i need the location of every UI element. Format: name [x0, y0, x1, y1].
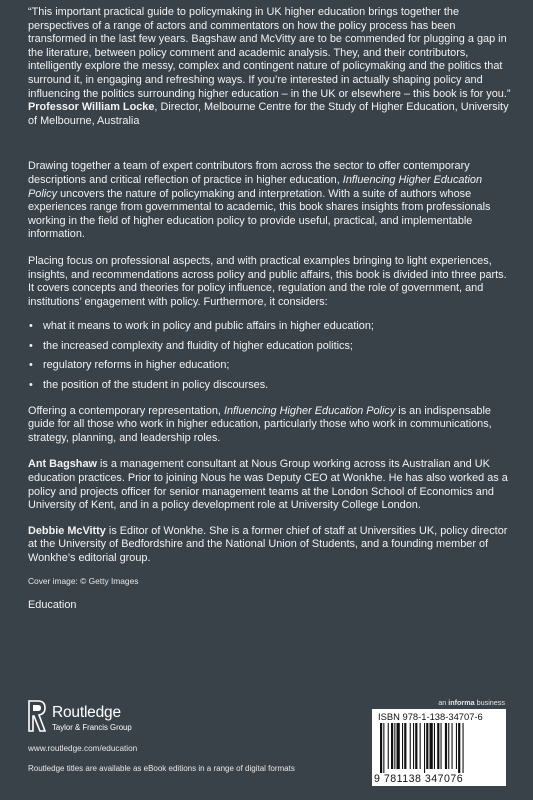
barcode-bar — [383, 723, 384, 773]
list-item — [28, 320, 514, 334]
list-item — [28, 340, 514, 354]
barcode-bar — [410, 723, 411, 769]
publisher-name: Routledge — [52, 704, 121, 721]
list-item-text: the position of the student in policy discourses. — [43, 379, 269, 392]
description — [28, 160, 514, 565]
topics-list — [28, 320, 514, 392]
informa-prefix: an — [438, 698, 449, 707]
quote-affiliation: , Director, Melbourne Centre for the Study of Higher Education, University of Melbourne, Australia — [28, 101, 509, 127]
publisher-logo — [28, 700, 228, 748]
informa-brand: informa — [448, 698, 475, 707]
barcode-bar — [394, 723, 395, 769]
intro-lead: Drawing together a team of expert contributors from across the sector to offer contemporary descriptions and critical reflection of practice in higher education, — [28, 160, 470, 186]
publisher-group: Taylor & Francis Group — [52, 723, 132, 732]
bullet-icon: • — [29, 320, 33, 333]
list-item — [28, 359, 514, 373]
barcode-bar — [463, 723, 464, 773]
quote-author: Professor William Locke — [28, 101, 155, 114]
barcode-bar — [430, 723, 433, 769]
barcode-bar — [380, 723, 382, 773]
barcode-bar — [452, 723, 453, 769]
routledge-logo-icon — [28, 700, 46, 732]
audience-lead: Offering a contemporary representation, — [28, 404, 224, 417]
barcode-icon — [380, 723, 498, 773]
author-name: Ant Bagshaw — [28, 458, 97, 471]
barcode-bar — [424, 723, 425, 773]
isbn-barcode — [372, 709, 506, 786]
barcode-bar — [391, 723, 393, 769]
endorsement-quote — [28, 6, 514, 128]
author-bio-text: is a management consultant at Nous Group working across its Australian and UK education practices. Prior to joining Nous he was Deputy CEO at Wonkhe. He has also worked as a policy and projects officer for senior management teams at the London School of Economics and University of Kent, and in a policy development role at University College London. — [28, 458, 508, 512]
audience-paragraph — [28, 405, 514, 446]
intro-paragraph — [28, 160, 514, 242]
barcode-bar — [404, 723, 406, 769]
barcode-bar — [456, 723, 457, 769]
list-item-text: the increased complexity and fluidity of higher education politics; — [43, 339, 353, 352]
subject-category: Education — [28, 598, 77, 611]
audience-rest: is an indispensable guide for all those who work in higher education, particularly those who work in communications, strategy, planning, and leadership roles. — [28, 404, 492, 444]
cover-image-credit: Cover image: © Getty Images — [28, 575, 139, 586]
barcode-bar — [426, 723, 428, 769]
quote-attribution — [28, 101, 514, 128]
author-name: Debbie McVitty — [28, 524, 106, 537]
barcode-bar — [458, 723, 460, 773]
barcode-bar — [434, 723, 435, 769]
author-bio-text: is Editor of Wonkhe. She is a former chief of staff at Universities UK, policy director at the University of Bedfordshire and the National Union of Students, and a founding member of Wonkhe’s editorial group. — [28, 524, 508, 564]
bullet-icon: • — [29, 379, 33, 392]
isbn-number: ISBN 978-1-138-34707-6 — [378, 711, 483, 722]
author-bio-mcvitty — [28, 525, 514, 566]
barcode-bar — [448, 723, 449, 769]
structure-paragraph: Placing focus on professional aspects, and with practical examples bringing to light experiences, insights, and recommendations across policy and public affairs, this book is divided into three parts. It covers concepts and theories for policy influence, regulation and the role of government, and institutions’ engagement with policy. Furthermore, it considers: — [28, 254, 507, 308]
back-cover-content — [28, 6, 514, 611]
barcode-bar — [397, 723, 400, 769]
barcode-digits: 9 781138 347076 — [374, 773, 464, 785]
informa-business-tag — [438, 698, 505, 707]
informa-suffix: business — [474, 698, 505, 707]
barcode-bar — [388, 723, 389, 769]
intro-book-title: Influencing Higher Education Policy — [28, 173, 483, 200]
barcode-bar — [415, 723, 417, 769]
bullet-icon: • — [29, 359, 33, 372]
author-bio-bagshaw — [28, 458, 514, 512]
barcode-bar — [402, 723, 403, 769]
list-item — [28, 379, 514, 393]
intro-rest: uncovers the nature of policymaking and interpretation. With a suite of authors whose experiences range from governmental to academic, this book shares insights from professionals working in the field of higher education policy to provide useful, practical, and implementable information. — [28, 187, 491, 241]
audience-book-title: Influencing Higher Education Policy — [223, 404, 396, 417]
barcode-bar — [437, 723, 439, 769]
list-item-text: what it means to work in policy and public affairs in higher education; — [43, 320, 374, 333]
barcode-bar — [413, 723, 414, 769]
ebook-note: Routledge titles are available as eBook editions in a range of digital formats — [28, 764, 295, 773]
barcode-bar — [445, 723, 447, 769]
quote-text: “This important practical guide to policymaking in UK higher education brings together the perspectives of a range of actors and commentators on how the policy process has been transformed in the last few years. Bagshaw and McVitty are to be commended for plugging a gap in the literature, between policy comment and academic analysis. They, and their contributors, intelligently explore the messy, complex and contingent nature of policymaking and the politics that surround it, in engaging and refreshing ways. If you’re interested in actually shaping policy and influencing the politics surrounding higher education – in the UK or elsewhere – this book is for you.” — [28, 6, 511, 100]
publisher-url[interactable]: www.routledge.com/education — [28, 744, 138, 753]
list-item-text: regulatory reforms in higher education; — [43, 359, 230, 372]
bullet-icon: • — [29, 339, 33, 352]
barcode-bar — [441, 723, 442, 769]
barcode-bar — [420, 723, 421, 769]
